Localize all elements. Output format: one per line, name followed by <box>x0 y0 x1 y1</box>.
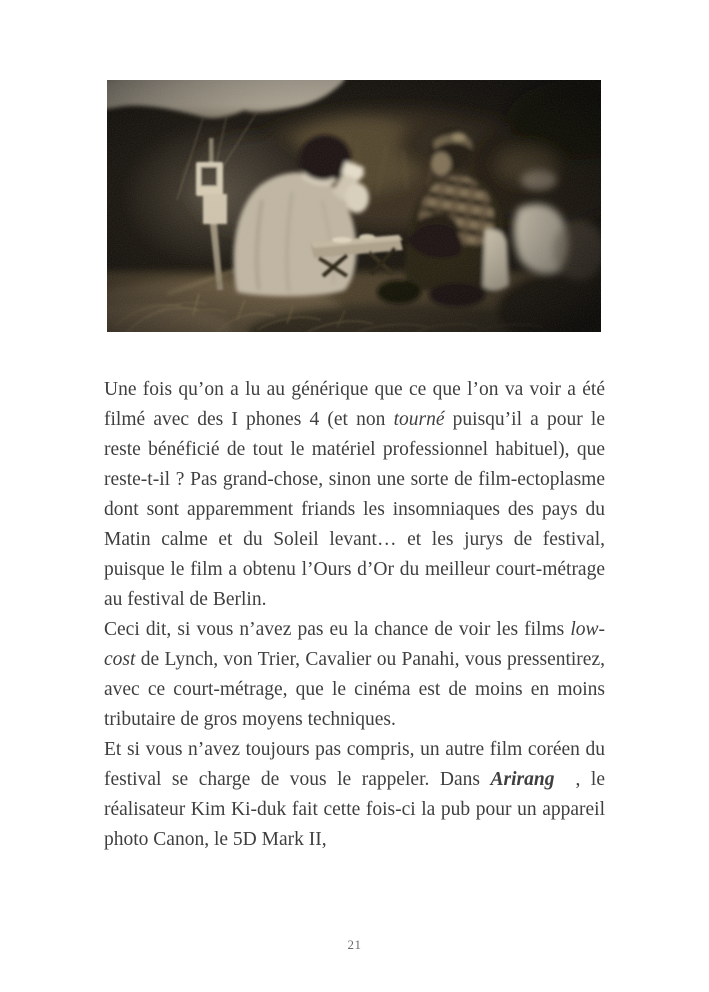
text-segment: , le réalisateur Kim Ki-duk fait cette fois-ci la pub pour un appareil photo Canon, le 5D Mark II, <box>104 769 605 850</box>
article-text <box>104 375 605 855</box>
text-segment: Et si vous n’avez toujours pas compris, un autre film coréen du festival se charge de vous le rappeler. Dans <box>104 739 605 790</box>
paragraph <box>104 735 605 855</box>
text-segment: puisqu’il a pour le reste bénéficié de tout le matériel professionnel habituel), que reste-t-il ? Pas grand-chose, sinon une sorte de film-ectoplasme dont sont apparemment friands les insomniaques des pays du Matin calme et du Soleil levant… et les jurys de festival, puisque le film a obtenu l’Ours d’Or du meilleur court-métrage au festival de Berlin. <box>104 409 605 610</box>
film-title: Arirang <box>490 769 555 790</box>
film-still-image <box>107 80 601 332</box>
text-segment: Une fois qu’on a lu au générique que ce que l’on va voir a été filmé avec des I phones 4 (et non <box>104 379 605 430</box>
italic-term: tourné <box>393 409 445 430</box>
film-still <box>107 80 601 332</box>
text-segment: de Lynch, von Trier, Cavalier ou Panahi, vous pressentirez, avec ce court-métrage, que le cinéma est de moins en moins tributaire de gros moyens techniques. <box>104 649 605 730</box>
text-segment: Ceci dit, si vous n’avez pas eu la chance de voir les films <box>104 619 571 640</box>
italic-term: low-cost <box>104 619 605 670</box>
page-number: 21 <box>347 937 362 952</box>
paragraph <box>104 615 605 735</box>
paragraph <box>104 375 605 615</box>
